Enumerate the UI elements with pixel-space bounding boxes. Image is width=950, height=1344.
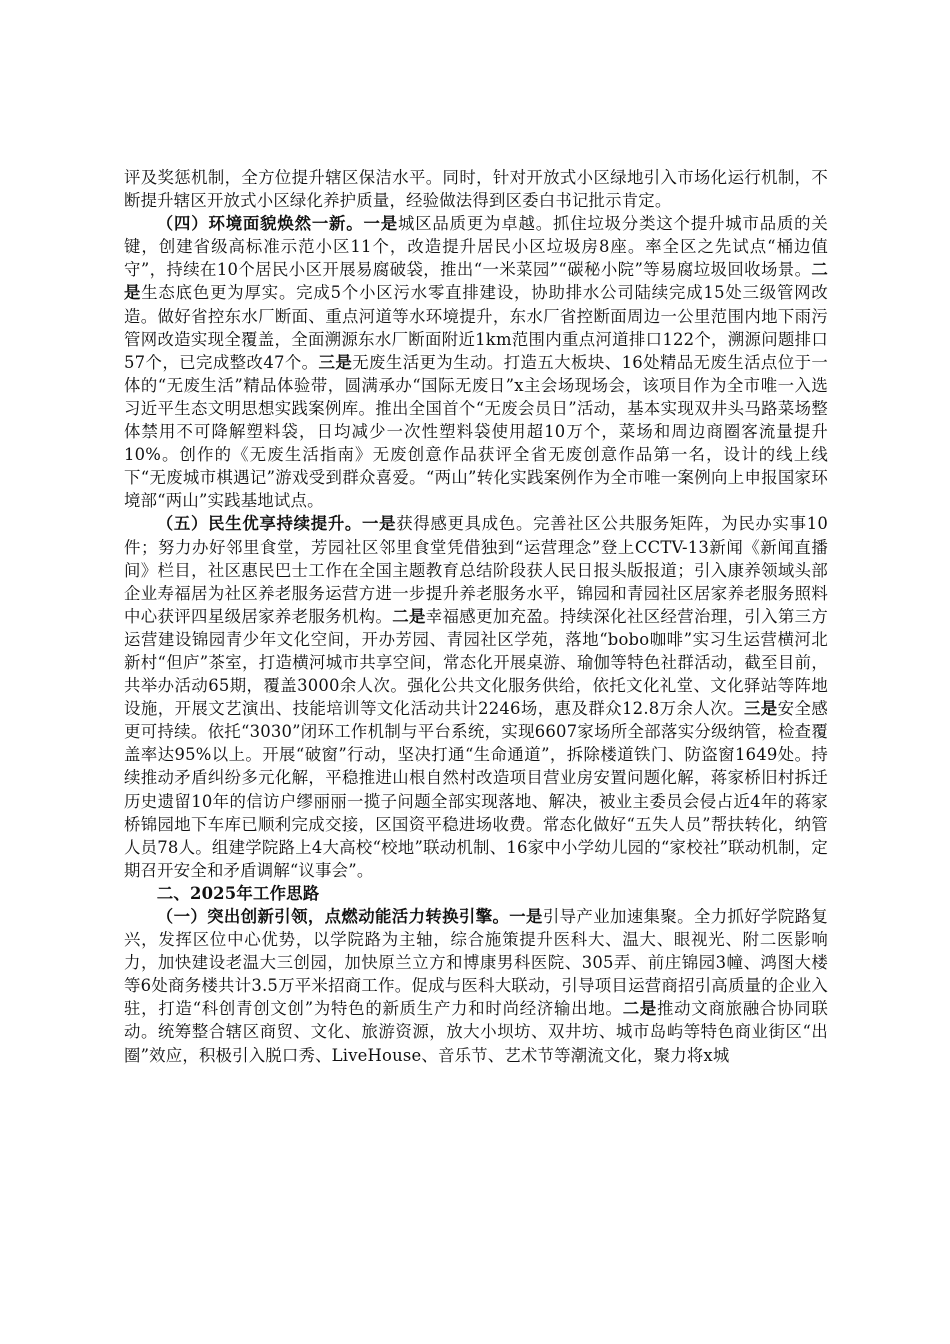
point-marker: 二是 [622, 999, 658, 1019]
body-text: 推动文商旅融合协同联动。统筹整合辖区商贸、文化、旅游资源，放大小坝坊、双井坊、城市岛屿等特色商业街区“出圈”效应，积极引入脱口秀、LiveHouse、音乐节、艺术节等潮流文化，聚力将x城 [124, 999, 829, 1065]
point-marker: 三是 [743, 699, 778, 719]
document-body [124, 166, 828, 1067]
section-heading: （五）民生优享持续提升。一是 [156, 514, 397, 534]
body-text: 城区品质更为卓越。抓住垃圾分类这个提升城市品质的关键，创建省级高标准示范小区11个，改造提升居民小区垃圾房8座。率全区之先试点“桶边值守”，持续在10个居民小区开展易腐破袋，推出“一米菜园”“碳秘小院”等易腐垃圾回收场景。 [124, 214, 828, 280]
point-marker: 三是 [318, 352, 353, 372]
body-text: 获得感更具成色。完善社区公共服务矩阵，为民办实事10件；努力办好邻里食堂，芳园社区邻里食堂凭借独到“运营理念”登上CCTV-13新闻《新闻直播间》栏目，社区惠民巴士工作在全国主题教育总结阶段获人民日报头版报道；引入康养领域头部企业寿福居为社区养老服务运营方进一步提升养老服务水平，锦园和青园社区居家养老服务照料中心获评四星级居家养老服务机构。 [124, 514, 828, 626]
body-text: 引导产业加速集聚。全力抓好学院路复兴，发挥区位中心优势，以学院路为主轴，综合施策提升医科大、温大、眼视光、附二医影响力，加快建设老温大三创园，加快原兰立方和博康男科医院、305弄、前庄锦园3幢、鸿图大楼等6处商务楼共计3.5万平米招商工作。促成与医科大联动，引导项目运营商招引高质量的企业入驻，打造“科创青创文创”为特色的新质生产力和时尚经济输出地。 [124, 907, 828, 1019]
body-text: 无废生活更为生动。打造五大板块、16处精品无废生活点位于一体的“无废生活”精品体验带，圆满承办“国际无废日”x主会场现场会，该项目作为全市唯一入选习近平生态文明思想实践案例库。推出全国首个“无废会员日”活动，基本实现双井头马路菜场整体禁用不可降解塑料袋，日均减少一次性塑料袋使用超10万个，菜场和周边商圈客流量提升10%。创作的《无废生活指南》无废创意作品获评全省无废创意作品第一名，设计的线上线下“无废城市棋遇记”游戏受到群众喜爱。“两山”转化实践案例作为全市唯一案例向上申报国家环境部“两山”实践基地试点。 [124, 352, 829, 511]
body-text: 生态底色更为厚实。完成5个小区污水零直排建设，协助排水公司陆续完成15处三级管网改造。做好省控东水厂断面、重点河道等水环境提升，东水厂省控断面周边一公里范围内地下雨污管网改造实现全覆盖，全面溯源东水厂断面附近1km范围内重点河道排口122个，溯源问题排口57个，已完成整改47个。 [124, 283, 828, 372]
point-marker: 二是 [124, 260, 828, 303]
paragraph-chapter-heading [124, 882, 828, 905]
paragraph-cleanliness-tail [124, 166, 828, 212]
paragraph-livelihood [124, 512, 828, 882]
body-text: 评及奖惩机制，全方位提升辖区保洁水平。同时，针对开放式小区绿地引入市场化运行机制，不断提升辖区开放式小区绿化养护质量，经验做法得到区委白书记批示肯定。 [124, 168, 828, 211]
point-marker: 二是 [392, 606, 426, 626]
paragraph-innovation [124, 905, 828, 1067]
paragraph-environment [124, 212, 828, 512]
section-heading: （四）环境面貌焕然一新。一是 [156, 214, 398, 234]
chapter-heading: 二、2025年工作思路 [156, 883, 320, 903]
section-heading: （一）突出创新引领，点燃动能活力转换引擎。一是 [156, 907, 543, 926]
body-text: 安全感更可持续。依托“3030”闭环工作机制与平台系统，实现6607家场所全部落实分级纳管，检查覆盖率达95%以上。开展“破窗”行动，坚决打通“生命通道”，拆除楼道铁门、防盗窗1649处。持续推动矛盾纠纷多元化解，平稳推进山根自然村改造项目营业房安置问题化解，蒋家桥旧村拆迁历史遗留10年的信访户缪丽丽一揽子问题全部实现落地、解决，被业主委员会侵占近4年的蒋家桥锦园地下车库已顺利完成交接，区国资平稳进场收费。常态化做好“五失人员”帮扶转化，纳管人员78人。组建学院路上4大高校“校地”联动机制、16家中小学幼儿园的“家校社”联动机制，定期召开安全和矛盾调解“议事会”。 [124, 699, 828, 880]
body-text: 幸福感更加充盈。持续深化社区经营治理，引入第三方运营建设锦园青少年文化空间，开办芳园、青园社区学苑，落地“bobo咖啡”实习生运营横河北新村“但庐”茶室，打造横河城市共享空间，常态化开展桌游、瑜伽等特色社群活动，截至目前，共举办活动65期，覆盖3000余人次。强化公共文化服务供给，依托文化礼堂、文化驿站等阵地设施，开展文艺演出、技能培训等文化活动共计2246场，惠及群众12.8万余人次。 [124, 606, 828, 719]
